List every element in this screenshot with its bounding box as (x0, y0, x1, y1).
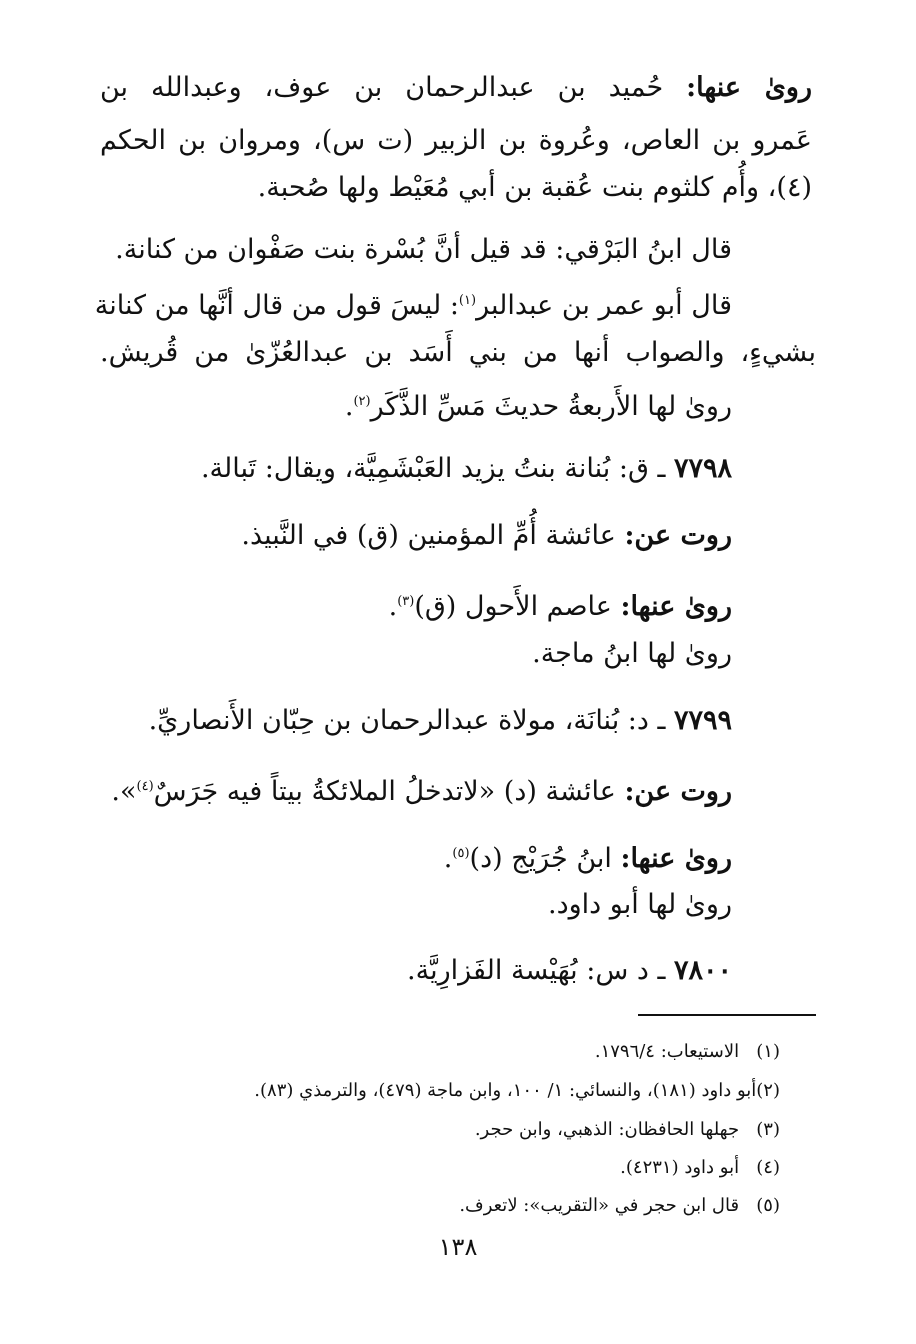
entry-number: ٧٧٩٨ (673, 453, 732, 484)
footnote-text: أبو داود (٤٢٣١). (620, 1157, 740, 1178)
footnote (254, 1078, 780, 1104)
footnote-separator (638, 1014, 816, 1016)
entry-text: . (388, 591, 398, 622)
entry-lead: رویٰ عنها: (686, 72, 812, 103)
entry-text: ». (111, 776, 137, 807)
entry-text: . (443, 843, 453, 874)
entry-text: عائشة أُمِّ المؤمنين (ق) في النَّبيذ. (241, 520, 625, 551)
text-line: رویٰ لها ابنُ ماجة. (532, 638, 732, 669)
entry-text: حُميد بن عبدالرحمان بن عوف، وعبدالله بن (100, 72, 687, 103)
text-line (444, 836, 732, 877)
entry-text: قال أبو عمر بن عبدالبر (476, 290, 732, 321)
entry-heading-7800 (407, 953, 732, 989)
footnote-number: (١) (756, 1041, 780, 1062)
footnote-ref: (٤) (136, 779, 154, 794)
entry-text: ـ ق: بُنانة بنتُ يزيد العَبْشَمِيَّة، ويقال: تَبالة. (200, 453, 674, 484)
text-line: عَمرو بن العاص، وعُروة بن الزبير (ت س)، ومروان بن الحكم (100, 125, 812, 156)
text-line: (٤)، وأُم كلثوم بنت عُقبة بن أبي مُعَيْط ولها صُحبة. (257, 172, 812, 203)
text-line (241, 518, 732, 554)
text-line: رویٰ لها أبو داود. (548, 889, 732, 920)
entry-lead: روت عن: (624, 776, 732, 807)
footnote-ref: (١) (458, 293, 477, 308)
text-line: بشيءٍ، والصواب أنها من بني أَسَد بن عبدالعُزّىٰ من قُريش. (100, 337, 816, 368)
footnote-number: (٢) (756, 1080, 780, 1101)
text-line (94, 283, 732, 324)
entry-text: . (344, 391, 354, 422)
entry-text: ابنُ جُرَيْج (د) (469, 843, 621, 874)
footnote-text: جهلها الحافظان: الذهبي، وابن حجر. (474, 1119, 740, 1140)
footnote-number: (٣) (756, 1119, 780, 1140)
entry-heading-7798 (201, 451, 732, 487)
entry-lead: روت عن: (624, 520, 732, 551)
footnote-number: (٤) (756, 1157, 780, 1178)
entry-text: ـ د س: بُهَيْسة الفَزارِيَّة. (407, 955, 674, 986)
footnote (459, 1193, 780, 1219)
footnote-number: (٥) (756, 1195, 780, 1216)
entry-text: رویٰ لها الأَربعةُ حديثَ مَسِّ الذَّكَر (370, 391, 732, 422)
entry-text: عائشة (د) «لاتدخلُ الملائكةُ بيتاً فيه جَرَسٌ (153, 776, 625, 807)
footnote (595, 1039, 780, 1065)
footnote (620, 1155, 780, 1181)
entry-number: ٧٧٩٩ (673, 705, 732, 736)
footnote-text: أبو داود (١٨١)، والنسائي: ١/ ١٠٠، وابن ماجة (٤٧٩)، والترمذي (٨٣). (254, 1080, 757, 1101)
page-number: ١٣٨ (438, 1233, 478, 1261)
text-line (389, 584, 732, 625)
text-line: قال ابنُ البَرْقي: قد قيل أنَّ بُسْرة بنت صَفْوان من كنانة. (115, 234, 732, 265)
footnote-text: قال ابن حجر في «التقريب»: لاتعرف. (459, 1195, 740, 1216)
entry-lead: رویٰ عنها: (620, 591, 732, 622)
text-line (345, 384, 732, 425)
footnote (475, 1117, 780, 1143)
text-line (111, 769, 732, 810)
entry-text: : ليسَ قول من قال أنَّها من كنانة (94, 290, 459, 321)
entry-number: ٧٨٠٠ (673, 955, 732, 986)
entry-lead: رویٰ عنها: (620, 843, 732, 874)
entry-heading-7799 (149, 703, 732, 739)
entry-text: عاصم الأَحول (ق) (414, 591, 621, 622)
footnote-ref: (٥) (452, 846, 470, 861)
entry-text: ـ د: بُنانَة، مولاة عبدالرحمان بن حِبّان الأَنصاريِّ. (148, 705, 674, 736)
text-line (100, 70, 812, 106)
footnote-ref: (٢) (353, 394, 371, 409)
footnote-text: الاستيعاب: ١٧٩٦/٤. (594, 1041, 740, 1062)
footnote-ref: (٣) (397, 594, 415, 609)
